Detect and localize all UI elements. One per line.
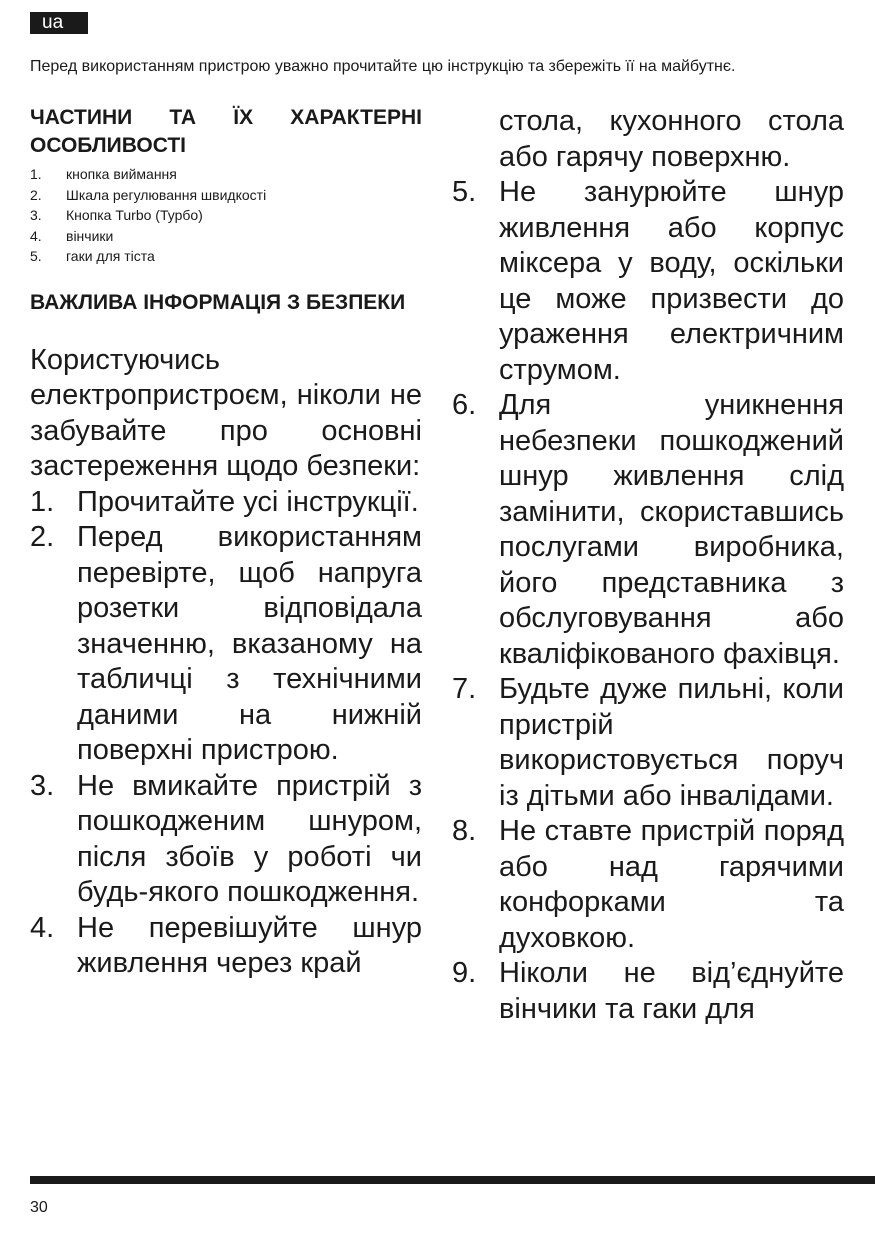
list-item-text: кнопка виймання [66, 166, 177, 182]
list-item-text: Шкала регулювання швидкості [66, 186, 267, 203]
list-item [30, 246, 422, 267]
list-item [30, 164, 422, 185]
safety-item-number: 8. [452, 815, 477, 847]
safety-item-text: Прочитайте усі інструкції. [77, 485, 419, 518]
safety-item [30, 769, 422, 911]
safety-item-number: 1. [30, 485, 55, 518]
list-item [30, 205, 422, 226]
safety-item-number: 5. [452, 176, 477, 208]
safety-item-number: 4. [30, 911, 55, 944]
parts-list [30, 164, 422, 267]
safety-item [30, 911, 422, 982]
safety-item-text: Для уникнення небезпеки пошкоджений шнур живлення слід замінити, скориставшись послугами виробника, його представника з обслуговування або кваліфікованого фахівця. [499, 389, 844, 670]
safety-list-left [30, 485, 422, 982]
safety-item-text: Не ставте пристрій поряд або над гарячими конфорками та духовкою. [499, 815, 844, 954]
language-tag: ua [30, 12, 88, 34]
safety-list-right [452, 175, 844, 1027]
safety-item [452, 814, 844, 956]
safety-item-text: Ніколи не від’єднуйте вінчики та гаки для [499, 957, 844, 1025]
safety-heading: ВАЖЛИВА ІНФОРМАЦІЯ З БЕЗПЕКИ [30, 290, 406, 314]
safety-item-number: 9. [452, 957, 477, 989]
safety-item [452, 175, 844, 388]
page-number: 30 [30, 1199, 48, 1216]
safety-item [30, 520, 422, 769]
safety-item-number: 6. [452, 389, 477, 421]
safety-item [452, 672, 844, 814]
list-item-number: 4. [30, 227, 42, 244]
safety-item-text: Перед використанням перевірте, щоб напруга розетки відповідала значенню, вказаному на табличці з технічними даними на нижній поверхні пристрою. [77, 521, 422, 766]
safety-lead: Користуючись електропристроєм, ніколи не забувайте про основні застереження щодо безпеки: [30, 343, 422, 482]
list-item-number: 5. [30, 248, 42, 264]
parts-heading: ЧАСТИНИ ТА ЇХ ХАРАКТЕРНІ ОСОБЛИВОСТІ [30, 106, 422, 157]
safety-item-number: 3. [30, 769, 55, 802]
safety-item-number: 2. [30, 521, 55, 553]
safety-item-text: Не вмикайте пристрій з пошкодженим шнуром, після збоїв у роботі чи будь-якого пошкодження. [77, 769, 422, 908]
intro-text: Перед використанням пристрою уважно прочитайте цю інструкцію та збережіть її на майбутнє. [30, 58, 736, 75]
safety-item-text: Не перевішуйте шнур живлення через край [77, 911, 422, 979]
safety-item [452, 956, 844, 1027]
list-item-text: гаки для тіста [66, 248, 155, 264]
safety-item-number: 7. [452, 673, 477, 705]
list-item-number: 3. [30, 207, 42, 223]
list-item-text: вінчики [66, 227, 114, 244]
list-item [30, 185, 422, 206]
list-item-number: 1. [30, 166, 42, 182]
safety-item-text: Не занурюйте шнур живлення або корпус міксера у воду, оскільки це може призвести до ураження електричним струмом. [499, 176, 844, 386]
footer-rule [30, 1176, 875, 1184]
safety-item-text: Будьте дуже пильні, коли пристрій використовується поруч із дітьми або інвалідами. [499, 673, 844, 812]
safety-item [452, 388, 844, 672]
right-column [452, 104, 844, 1027]
safety-item [30, 485, 422, 521]
list-item-number: 2. [30, 186, 42, 203]
list-item-text: Кнопка Turbo (Турбо) [66, 207, 203, 223]
left-column [30, 104, 422, 982]
safety-item-continuation: стола, кухонного стола або гарячу поверхню. [499, 105, 844, 173]
list-item [30, 226, 422, 247]
